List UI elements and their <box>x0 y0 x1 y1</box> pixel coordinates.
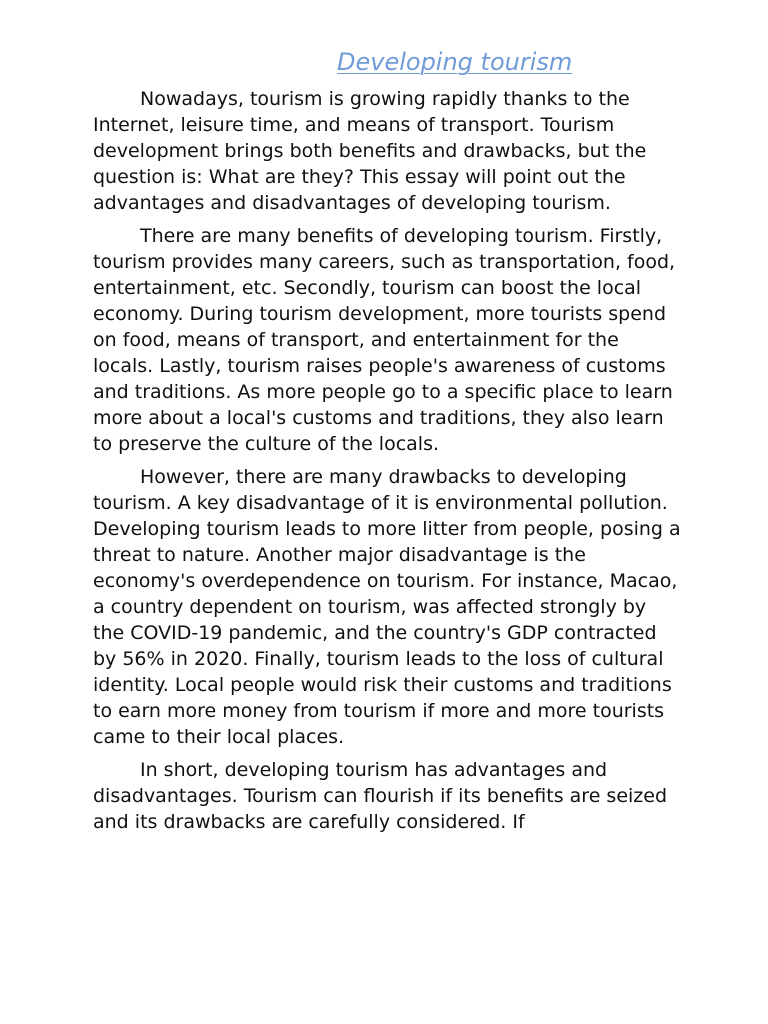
paragraph-drawbacks: However, there are many drawbacks to developing tourism. A key disadvantage of it is environmental pollution. Developing tourism leads to more litter from people, posing a threat to nature. Another major disadvantage is the economy's overdependence on tourism. For instance, Macao, a country dependent on tourism, was affected strongly by the COVID-19 pandemic, and the country's GDP contracted by 56% in 2020. Finally, tourism leads to the loss of cultural identity. Local people would risk their customs and traditions to earn more money from tourism if more and more tourists came to their local places. <box>93 466 681 748</box>
paragraph-introduction: Nowadays, tourism is growing rapidly thanks to the Internet, leisure time, and means of transport. Tourism development brings both benefits and drawbacks, but the question is: What are they? This essay will point out the advantages and disadvantages of developing tourism. <box>93 88 647 214</box>
essay-body <box>93 86 683 842</box>
document-title: Developing tourism <box>337 48 573 76</box>
paragraph-conclusion: In short, developing tourism has advantages and disadvantages. Tourism can flourish if its benefits are seized and its drawbacks are carefully considered. If <box>93 759 668 833</box>
paragraph-benefits: There are many benefits of developing tourism. Firstly, tourism provides many careers, such as transportation, food, entertainment, etc. Secondly, tourism can boost the local economy. During tourism development, more tourists spend on food, means of transport, and entertainment for the locals. Lastly, tourism raises people's awareness of customs and traditions. As more people go to a specific place to learn more about a local's customs and traditions, they also learn to preserve the culture of the locals. <box>93 225 676 455</box>
